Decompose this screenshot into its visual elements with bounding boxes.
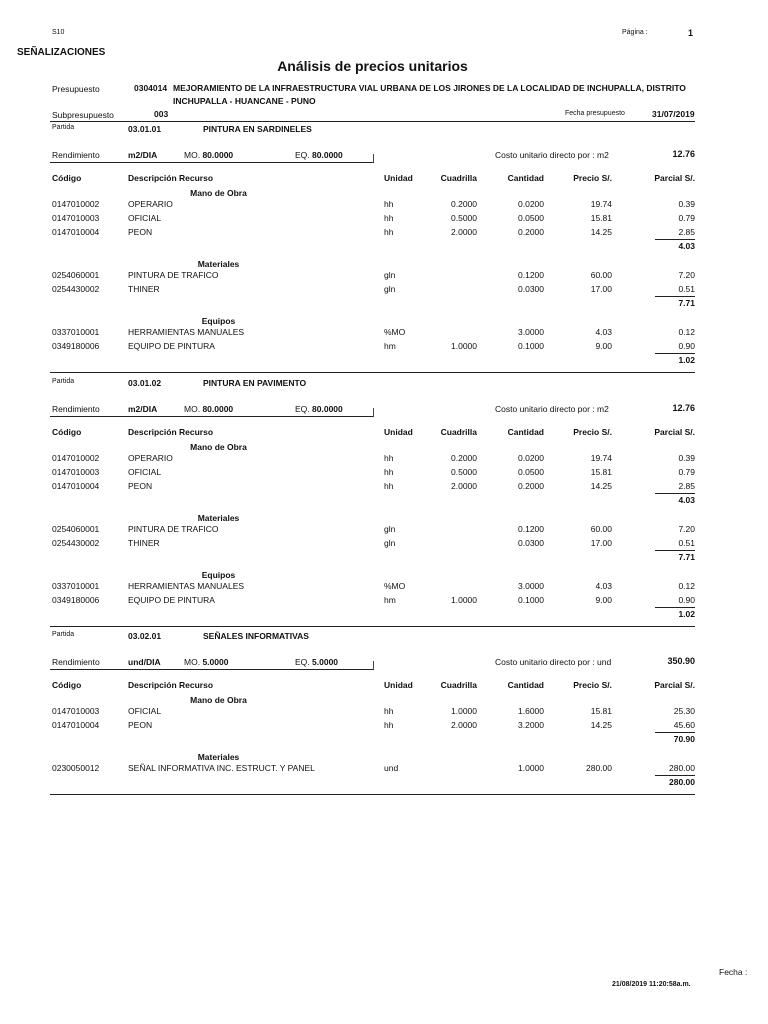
group-total-rule: [655, 732, 695, 733]
unit-cost-label: Costo unitario directo por : m2: [495, 150, 609, 160]
col-cuadrilla: Cuadrilla: [440, 173, 477, 183]
resource-precio: 15.81: [590, 213, 612, 223]
resource-code: 0147010003: [52, 706, 100, 716]
resource-precio: 4.03: [595, 581, 612, 591]
resource-cantidad: 0.2000: [518, 227, 544, 237]
resource-parcial: 0.51: [678, 284, 695, 294]
resource-precio: 17.00: [590, 538, 612, 548]
resource-code: 0349180006: [52, 595, 100, 605]
resource-cantidad: 0.0200: [518, 199, 544, 209]
partida-label: Partida: [52, 124, 75, 131]
col-cuadrilla: Cuadrilla: [440, 427, 477, 437]
resource-cuadrilla: 2.0000: [451, 227, 477, 237]
resource-precio: 9.00: [595, 595, 612, 605]
resource-unit: hh: [384, 467, 394, 477]
resource-unit: gln: [384, 270, 396, 280]
resource-cantidad: 3.2000: [518, 720, 544, 730]
col-parcial: Parcial S/.: [654, 680, 695, 690]
group-total-rule: [655, 775, 695, 776]
resource-precio: 14.25: [590, 227, 612, 237]
resource-code: 0254060001: [52, 524, 100, 534]
group-title: Materiales: [197, 259, 240, 269]
col-descripcion: Descripción Recurso: [128, 680, 214, 690]
resource-cantidad: 0.1200: [518, 270, 544, 280]
partida-code: 03.01.02: [128, 378, 162, 388]
resource-parcial: 0.90: [678, 595, 695, 605]
resource-parcial: 7.20: [678, 524, 695, 534]
group-total-rule: [655, 550, 695, 551]
partida-label: Partida: [52, 378, 75, 385]
mo-value: MO. 80.0000: [184, 150, 234, 160]
group-total-rule: [655, 296, 695, 297]
rendimiento-unit: m2/DIA: [128, 404, 158, 414]
resource-cantidad: 0.0500: [518, 213, 544, 223]
partida-divider: [50, 372, 695, 373]
resource-cuadrilla: 2.0000: [451, 720, 477, 730]
rendimiento-underline: [50, 416, 373, 417]
resource-parcial: 0.79: [678, 467, 695, 477]
subbudget-label: Subpresupuesto: [52, 110, 114, 120]
group-total: 70.90: [673, 734, 695, 744]
page-label: Página :: [622, 29, 648, 36]
budget-code: 0304014: [134, 83, 168, 93]
resource-description: PEON: [128, 227, 153, 237]
group-total: 4.03: [678, 241, 695, 251]
resource-precio: 280.00: [586, 763, 612, 773]
resource-cantidad: 1.6000: [518, 706, 544, 716]
group-total: 7.71: [678, 552, 695, 562]
resource-parcial: 280.00: [669, 763, 695, 773]
group-total-rule: [655, 493, 695, 494]
resource-description: OFICIAL: [128, 213, 162, 223]
col-precio: Precio S/.: [573, 680, 612, 690]
col-parcial: Parcial S/.: [654, 173, 695, 183]
resource-precio: 19.74: [590, 199, 612, 209]
resource-parcial: 0.90: [678, 341, 695, 351]
footer-datetime: 21/08/2019 11:20:58a.m.: [612, 981, 691, 988]
subbudget-code: 003: [154, 109, 169, 119]
resource-unit: hh: [384, 213, 394, 223]
resource-parcial: 0.12: [678, 327, 695, 337]
budget-date: 31/07/2019: [652, 109, 695, 119]
group-total-rule: [655, 607, 695, 608]
resource-precio: 9.00: [595, 341, 612, 351]
resource-cuadrilla: 0.2000: [451, 199, 477, 209]
group-title: Mano de Obra: [190, 442, 247, 452]
resource-unit: hh: [384, 706, 394, 716]
resource-description: OPERARIO: [128, 199, 173, 209]
col-cantidad: Cantidad: [507, 173, 544, 183]
resource-code: 0147010004: [52, 227, 100, 237]
resource-code: 0230050012: [52, 763, 100, 773]
resource-cuadrilla: 2.0000: [451, 481, 477, 491]
partida-name: PINTURA EN SARDINELES: [203, 124, 312, 134]
group-title: Materiales: [197, 513, 240, 523]
group-title: Mano de Obra: [190, 188, 247, 198]
group-total-rule: [655, 239, 695, 240]
resource-unit: hh: [384, 481, 394, 491]
eq-value: EQ. 80.0000: [295, 404, 343, 414]
resource-cantidad: 3.0000: [518, 581, 544, 591]
resource-description: THINER: [128, 538, 160, 548]
resource-unit: hh: [384, 453, 394, 463]
rendimiento-underline: [50, 669, 373, 670]
resource-cantidad: 0.0500: [518, 467, 544, 477]
report-code: S10: [52, 29, 65, 36]
resource-description: PEON: [128, 481, 153, 491]
resource-code: 0254430002: [52, 284, 100, 294]
resource-precio: 15.81: [590, 706, 612, 716]
resource-cuadrilla: 0.2000: [451, 453, 477, 463]
col-cantidad: Cantidad: [507, 680, 544, 690]
resource-parcial: 0.39: [678, 199, 695, 209]
group-total: 1.02: [678, 355, 695, 365]
group-title: Equipos: [201, 570, 236, 580]
rendimiento-unit: m2/DIA: [128, 150, 158, 160]
group-total: 4.03: [678, 495, 695, 505]
resource-description: THINER: [128, 284, 160, 294]
col-unidad: Unidad: [384, 680, 413, 690]
resource-parcial: 0.79: [678, 213, 695, 223]
col-unidad: Unidad: [384, 427, 413, 437]
partida-divider: [50, 626, 695, 627]
group-total: 280.00: [669, 777, 695, 787]
resource-precio: 17.00: [590, 284, 612, 294]
col-codigo: Código: [52, 680, 82, 690]
resource-precio: 4.03: [595, 327, 612, 337]
resource-cantidad: 0.0200: [518, 453, 544, 463]
resource-cantidad: 0.1200: [518, 524, 544, 534]
resource-unit: %MO: [384, 327, 406, 337]
col-precio: Precio S/.: [573, 427, 612, 437]
resource-code: 0349180006: [52, 341, 100, 351]
resource-cantidad: 0.2000: [518, 481, 544, 491]
eq-value: EQ. 5.0000: [295, 657, 339, 667]
resource-unit: gln: [384, 538, 396, 548]
resource-code: 0147010002: [52, 199, 100, 209]
col-descripcion: Descripción Recurso: [128, 173, 214, 183]
resource-cantidad: 0.0300: [518, 538, 544, 548]
resource-code: 0337010001: [52, 327, 100, 337]
resource-cuadrilla: 0.5000: [451, 467, 477, 477]
unit-cost-value: 12.76: [672, 403, 695, 413]
group-total-rule: [655, 353, 695, 354]
col-codigo: Código: [52, 427, 82, 437]
resource-description: PINTURA DE TRAFICO: [128, 524, 219, 534]
resource-cantidad: 3.0000: [518, 327, 544, 337]
page-number: 1: [688, 28, 694, 38]
resource-description: HERRAMIENTAS MANUALES: [128, 581, 245, 591]
col-unidad: Unidad: [384, 173, 413, 183]
resource-precio: 14.25: [590, 481, 612, 491]
partida-divider: [50, 794, 695, 795]
resource-unit: hh: [384, 199, 394, 209]
group-title: Equipos: [201, 316, 236, 326]
rendimiento-unit: und/DIA: [128, 657, 161, 667]
page-title: Análisis de precios unitarios: [277, 58, 468, 74]
rendimiento-label: Rendimiento: [52, 150, 100, 160]
rendimiento-divider: [373, 661, 374, 670]
footer-date-label: Fecha :: [719, 967, 748, 977]
resource-unit: hh: [384, 720, 394, 730]
resource-code: 0147010004: [52, 481, 100, 491]
resource-cantidad: 0.1000: [518, 341, 544, 351]
rendimiento-divider: [373, 154, 374, 163]
resource-cantidad: 1.0000: [518, 763, 544, 773]
resource-cantidad: 0.1000: [518, 595, 544, 605]
resource-precio: 14.25: [590, 720, 612, 730]
resource-code: 0147010002: [52, 453, 100, 463]
resource-description: OPERARIO: [128, 453, 173, 463]
resource-unit: hh: [384, 227, 394, 237]
resource-parcial: 25.30: [673, 706, 695, 716]
resource-unit: gln: [384, 524, 396, 534]
resource-code: 0254060001: [52, 270, 100, 280]
unit-cost-value: 350.90: [667, 656, 695, 666]
col-precio: Precio S/.: [573, 173, 612, 183]
partida-name: SEÑALES INFORMATIVAS: [203, 631, 309, 641]
resource-description: EQUIPO DE PINTURA: [128, 595, 215, 605]
resource-parcial: 7.20: [678, 270, 695, 280]
resource-cuadrilla: 1.0000: [451, 595, 477, 605]
resource-parcial: 2.85: [678, 227, 695, 237]
section-title: SEÑALIZACIONES: [17, 47, 106, 58]
resource-cuadrilla: 1.0000: [451, 341, 477, 351]
resource-code: 0147010004: [52, 720, 100, 730]
rendimiento-underline: [50, 162, 373, 163]
mo-value: MO. 80.0000: [184, 404, 234, 414]
resource-description: PINTURA DE TRAFICO: [128, 270, 219, 280]
resource-parcial: 0.51: [678, 538, 695, 548]
resource-precio: 19.74: [590, 453, 612, 463]
resource-code: 0254430002: [52, 538, 100, 548]
header-divider: [50, 121, 695, 122]
partida-code: 03.02.01: [128, 631, 162, 641]
resource-description: OFICIAL: [128, 706, 162, 716]
rendimiento-label: Rendimiento: [52, 404, 100, 414]
group-title: Mano de Obra: [190, 695, 247, 705]
resource-precio: 60.00: [590, 524, 612, 534]
resource-unit: hm: [384, 595, 396, 605]
resource-unit: hm: [384, 341, 396, 351]
group-total: 7.71: [678, 298, 695, 308]
resource-parcial: 0.39: [678, 453, 695, 463]
partida-name: PINTURA EN PAVIMENTO: [203, 378, 307, 388]
resource-cuadrilla: 0.5000: [451, 213, 477, 223]
unit-cost-value: 12.76: [672, 149, 695, 159]
resource-cantidad: 0.0300: [518, 284, 544, 294]
partida-code: 03.01.01: [128, 124, 162, 134]
resource-code: 0147010003: [52, 213, 100, 223]
resource-description: PEON: [128, 720, 153, 730]
rendimiento-divider: [373, 408, 374, 417]
resource-description: HERRAMIENTAS MANUALES: [128, 327, 245, 337]
budget-name-line1: MEJORAMIENTO DE LA INFRAESTRUCTURA VIAL URBANA DE LOS JIRONES DE LA LOCALIDAD DE INCHUPALLA, DISTRITO: [173, 83, 686, 93]
col-parcial: Parcial S/.: [654, 427, 695, 437]
resource-parcial: 2.85: [678, 481, 695, 491]
partida-label: Partida: [52, 631, 75, 638]
resource-unit: %MO: [384, 581, 406, 591]
mo-value: MO. 5.0000: [184, 657, 229, 667]
resource-description: SEÑAL INFORMATIVA INC. ESTRUCT. Y PANEL: [128, 763, 315, 773]
resource-parcial: 45.60: [673, 720, 695, 730]
col-cantidad: Cantidad: [507, 427, 544, 437]
group-title: Materiales: [197, 752, 240, 762]
resource-precio: 15.81: [590, 467, 612, 477]
resource-precio: 60.00: [590, 270, 612, 280]
group-total: 1.02: [678, 609, 695, 619]
eq-value: EQ. 80.0000: [295, 150, 343, 160]
unit-cost-label: Costo unitario directo por : m2: [495, 404, 609, 414]
unit-cost-label: Costo unitario directo por : und: [495, 657, 612, 667]
resource-code: 0337010001: [52, 581, 100, 591]
resource-parcial: 0.12: [678, 581, 695, 591]
budget-name-line2: INCHUPALLA - HUANCANE - PUNO: [173, 96, 316, 106]
budget-date-label: Fecha presupuesto: [565, 110, 625, 117]
resource-description: OFICIAL: [128, 467, 162, 477]
resource-unit: und: [384, 763, 399, 773]
resource-description: EQUIPO DE PINTURA: [128, 341, 215, 351]
resource-cuadrilla: 1.0000: [451, 706, 477, 716]
col-codigo: Código: [52, 173, 82, 183]
resource-code: 0147010003: [52, 467, 100, 477]
col-cuadrilla: Cuadrilla: [440, 680, 477, 690]
rendimiento-label: Rendimiento: [52, 657, 100, 667]
col-descripcion: Descripción Recurso: [128, 427, 214, 437]
resource-unit: gln: [384, 284, 396, 294]
budget-label: Presupuesto: [52, 84, 100, 94]
